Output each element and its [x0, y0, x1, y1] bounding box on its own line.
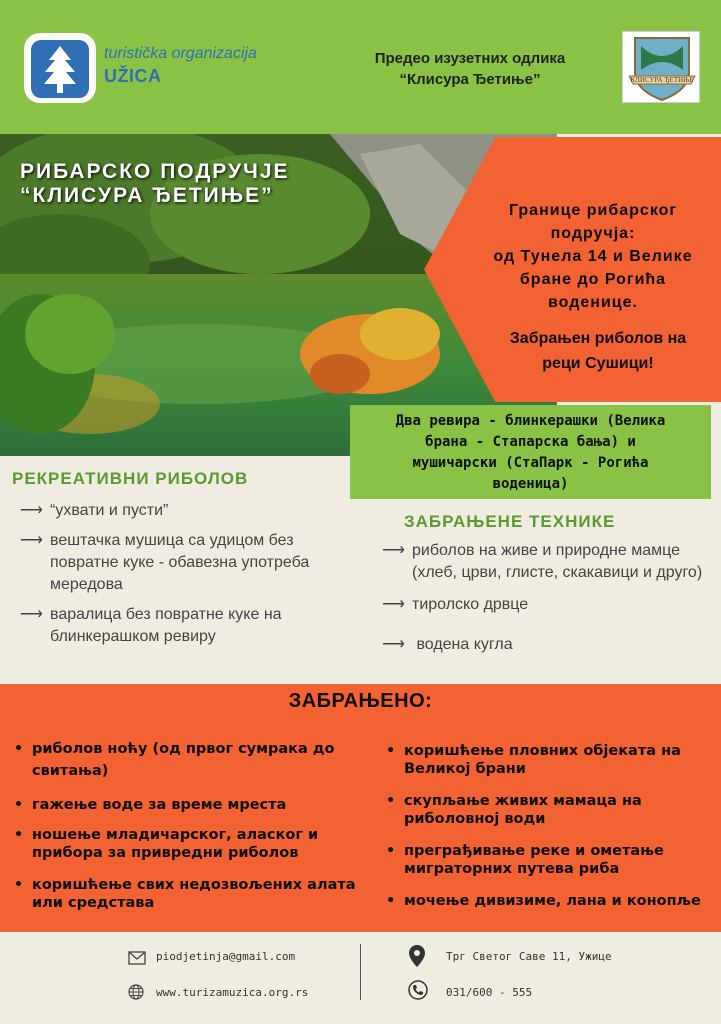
list-item: • скупљање живих мамаца на риболовној води [382, 792, 718, 828]
list-item: • риболов ноћу (од првог сумрака до свитања) [10, 738, 360, 782]
phone-link[interactable]: 031/600 - 555 [446, 986, 533, 999]
badge-text: КЛИСУРА ЂЕТИЊЕ [630, 76, 694, 84]
list-item: • коришћење свих недозвољених алата или средстава [10, 876, 360, 912]
list-item-text: варалица без повратне куке на блинкерашком ревиру [50, 606, 282, 645]
header-title-line1: Предео изузетних одлика [374, 50, 566, 67]
sushica-ban-line1: Забрањен риболов на [509, 330, 687, 347]
forbidden-techniques-list [382, 540, 712, 656]
footer-divider [360, 944, 361, 1000]
zones-line3: мушичарски (СтаПарк - Рогића [412, 455, 649, 471]
sushica-ban-text [475, 326, 721, 376]
zones-line1: Два ревира - блинкерашки (Велика [395, 413, 666, 429]
globe-icon [128, 984, 144, 1004]
list-item-text: тиролско дрвце [412, 596, 529, 613]
header-title-line2: “Клисура Ђетиње” [399, 71, 541, 88]
org-name-line2: UŽICA [104, 66, 162, 86]
list-item: • ношење младичарског, аласког и прибора за привредни риболов [10, 826, 360, 862]
list-item-text: риболов на живе и природне мамце (хлеб, црви, глисте, скакавици и друго) [412, 542, 703, 581]
list-item [20, 604, 350, 648]
list-item-text: “ухвати и пусти” [50, 502, 169, 519]
boundaries-line2: подручја: [550, 225, 636, 242]
zones-box [350, 405, 711, 499]
arrow-right-icon: ⟶ [382, 636, 405, 653]
list-item [20, 530, 350, 596]
phone-icon [408, 980, 428, 1004]
header-title [320, 48, 620, 90]
boundaries-line5: воденице. [548, 294, 638, 311]
list-item: • гажење воде за време мреста [10, 796, 360, 814]
list-item [382, 594, 712, 616]
email-link[interactable]: piodjetinja@gmail.com [156, 950, 296, 963]
photo-title [20, 160, 290, 208]
list-item: • мочење дивизиме, лана и конопље [382, 892, 718, 910]
arrow-right-icon: ⟶ [20, 532, 43, 549]
klisura-badge [622, 31, 700, 103]
arrow-right-icon: ⟶ [20, 606, 43, 623]
list-item: • коришћење пловних објеката на Великој брани [382, 742, 718, 778]
boundaries-line4: бране до Рогића [519, 271, 667, 288]
address-text: Трг Светог Саве 11, Ужице [446, 950, 612, 963]
boundaries-line1: Границе рибарског [508, 202, 678, 219]
logo-tree-icon [31, 40, 89, 98]
list-item [382, 634, 712, 656]
zones-line4: воденица) [492, 476, 569, 492]
recreational-heading: РЕКРЕАТИВНИ РИБОЛОВ [12, 469, 249, 488]
arrow-right-icon: ⟶ [382, 542, 405, 559]
list-item [20, 500, 350, 522]
list-item [382, 540, 712, 584]
boundaries-text [470, 199, 716, 314]
org-logo [24, 33, 96, 103]
arrow-right-icon: ⟶ [20, 502, 43, 519]
boundaries-line3: од Тунела 14 и Велике [493, 248, 693, 265]
list-item-text: вештачка мушица са удицом без повратне куке - обавезна употреба мередова [50, 532, 310, 593]
map-pin-icon [408, 944, 426, 972]
forbidden-list-left [10, 738, 360, 912]
photo-title-line1: РИБАРСКО ПОДРУЧЈЕ [20, 160, 290, 183]
website-link[interactable]: www.turizamuzica.org.rs [156, 986, 309, 999]
arrow-right-icon: ⟶ [382, 596, 405, 613]
sushica-ban-line2: реци Сушици! [542, 355, 654, 372]
photo-title-line2: “КЛИСУРА ЂЕТИЊЕ” [20, 184, 274, 207]
forbidden-techniques-heading: ЗАБРАЊЕНЕ ТЕХНИКЕ [404, 512, 616, 531]
list-item-text: водена кугла [412, 636, 513, 653]
zones-line2: брана - Стапарска бања) и [425, 434, 636, 450]
list-item: • преграђивање реке и ометање миграторних путева риба [382, 842, 718, 878]
forbidden-heading: ЗАБРАЊЕНО: [288, 690, 433, 712]
recreational-list [20, 500, 350, 656]
forbidden-list-right [382, 742, 718, 910]
org-name-line1: turistička organizacija [104, 45, 257, 62]
mail-icon [128, 950, 146, 969]
